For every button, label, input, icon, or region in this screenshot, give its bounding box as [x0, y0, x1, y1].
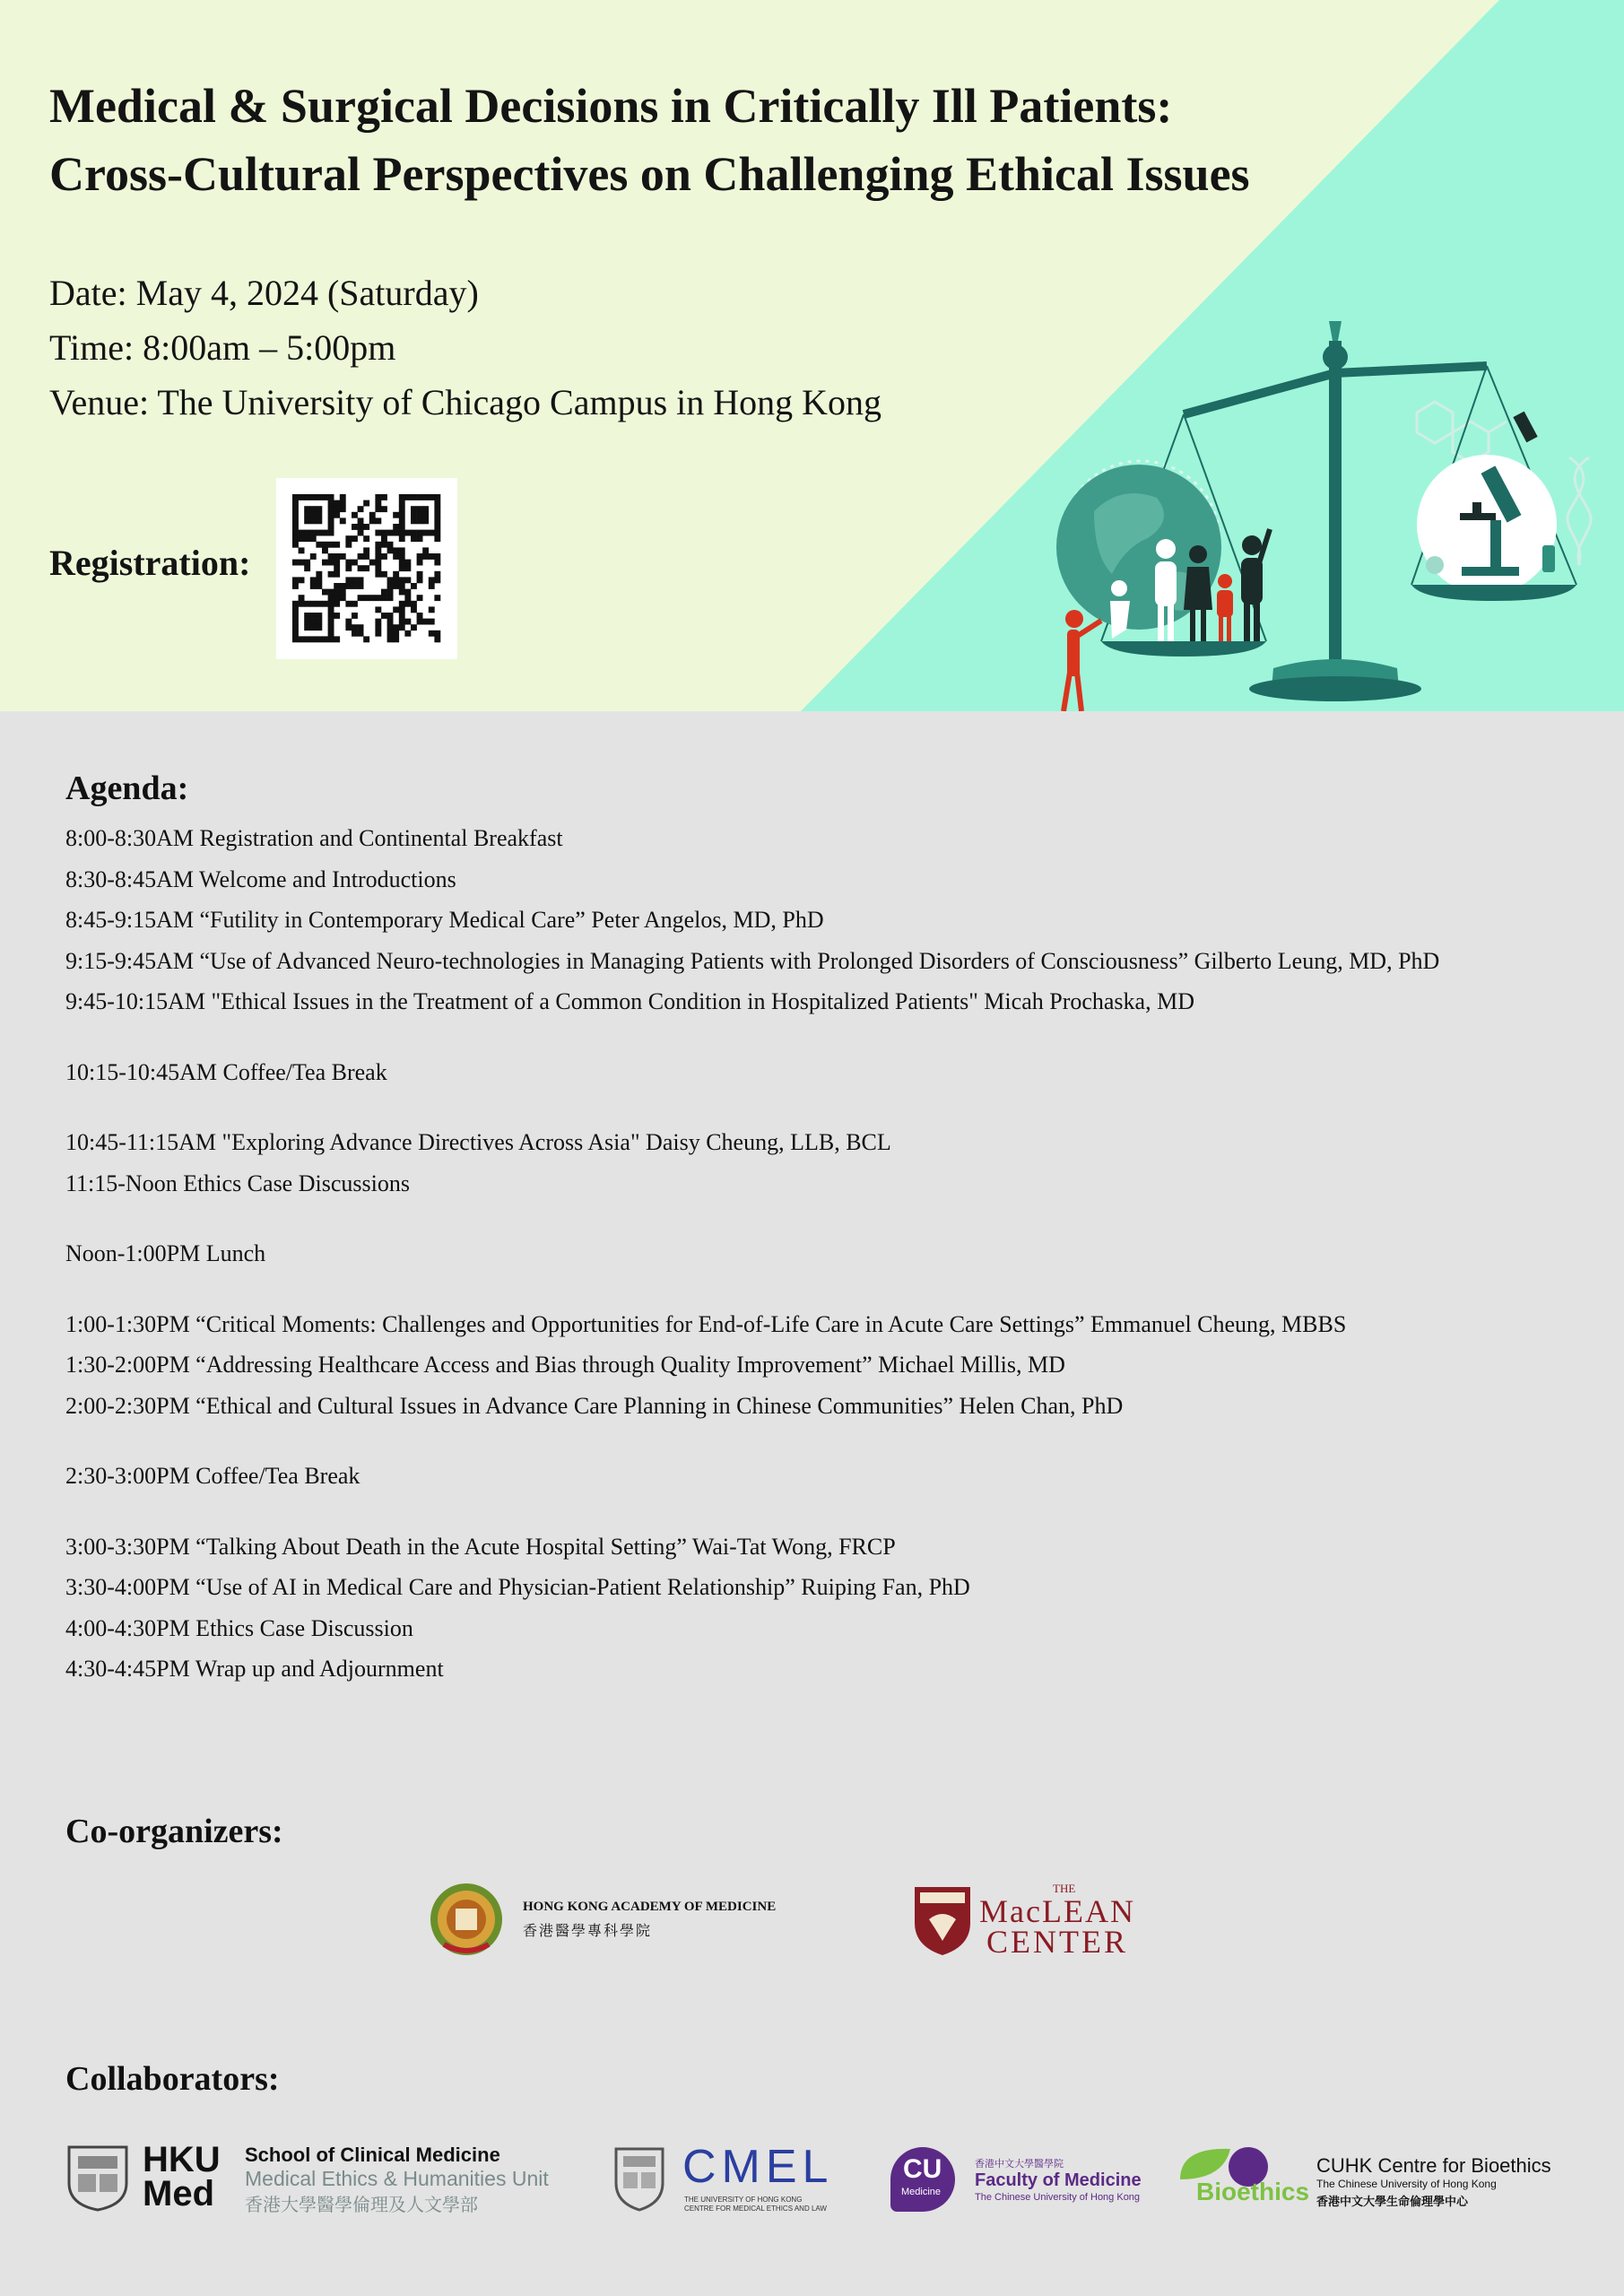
- hku-school-name: School of Clinical Medicine: [245, 2144, 500, 2166]
- bioethics-mark: Bioethics: [1196, 2178, 1310, 2205]
- hku-unit-name-zh: 香港大學醫學倫理及人文學部: [245, 2194, 478, 2215]
- hkam-name-en: HONG KONG ACADEMY OF MEDICINE: [523, 1900, 777, 1914]
- agenda-item: 10:45-11:15AM "Exploring Advance Directives Across Asia" Daisy Cheung, LLB, BCL: [65, 1129, 891, 1155]
- balance-scale-illustration: [1040, 305, 1624, 711]
- agenda-item: 8:00-8:30AM Registration and Continental Breakfast: [65, 825, 563, 851]
- event-details: [49, 265, 881, 430]
- reaching-figure: [1064, 610, 1101, 711]
- cu-university-name: The Chinese University of Hong Kong: [975, 2192, 1141, 2203]
- agenda-item: 4:30-4:45PM Wrap up and Adjournment: [65, 1656, 444, 1682]
- hku-crest-icon: [65, 2144, 130, 2212]
- coorganizers-heading: Co-organizers:: [65, 1813, 283, 1850]
- registration-qr-code[interactable]: [276, 478, 457, 659]
- agenda-item: 11:15-Noon Ethics Case Discussions: [65, 1170, 410, 1196]
- agenda-item: 2:00-2:30PM “Ethical and Cultural Issues in Advance Care Planning in Chinese Communities” Helen Chan, PhD: [65, 1392, 1124, 1419]
- hku-crest-icon: [612, 2145, 666, 2212]
- maclean-center-logo: [911, 1882, 1162, 1960]
- agenda-list: [65, 818, 1590, 1690]
- hkam-crest-icon: [426, 1882, 507, 1957]
- event-time: Time: 8:00am – 5:00pm: [49, 327, 396, 368]
- hkam-name-zh: 香港醫學專科學院: [523, 1922, 653, 1939]
- event-date: Date: May 4, 2024 (Saturday): [49, 273, 479, 313]
- registration-label: Registration:: [49, 543, 251, 583]
- agenda-item: 2:30-3:00PM Coffee/Tea Break: [65, 1463, 360, 1489]
- cu-medicine-logo: [890, 2147, 1159, 2215]
- hkam-logo: [426, 1882, 803, 1957]
- event-venue: Venue: The University of Chicago Campus in Hong Kong: [49, 382, 882, 422]
- agenda-item: 1:00-1:30PM “Critical Moments: Challenges and Opportunities for End-of-Life Care in Acute Care Settings” Emmanuel Cheung, MBBS: [65, 1310, 1347, 1337]
- agenda-item: 4:00-4:30PM Ethics Case Discussion: [65, 1614, 413, 1641]
- event-title-line-1: Medical & Surgical Decisions in Critically Ill Patients:: [49, 79, 1173, 133]
- cmel-centre: CENTRE FOR MEDICAL ETHICS AND LAW: [684, 2205, 827, 2213]
- cu-badge-text: CU: [903, 2154, 942, 2184]
- agenda-item: Noon-1:00PM Lunch: [65, 1240, 266, 1266]
- agenda-item: 10:15-10:45AM Coffee/Tea Break: [65, 1058, 387, 1085]
- hku-med-logo: [65, 2140, 586, 2215]
- agenda-item: 3:30-4:00PM “Use of AI in Medical Care and Physician-Patient Relationship” Ruiping Fan, PhD: [65, 1574, 970, 1600]
- agenda-item: 1:30-2:00PM “Addressing Healthcare Access and Bias through Quality Improvement” Michael Millis, MD: [65, 1352, 1065, 1378]
- hku-mark: HKU: [143, 2140, 221, 2179]
- agenda-item: 9:15-9:45AM “Use of Advanced Neuro-technologies in Managing Patients with Prolonged Disorders of Consciousness” Gilberto Leung, MD, PhD: [65, 947, 1440, 974]
- agenda-heading: Agenda:: [65, 770, 189, 807]
- agenda-item: 8:45-9:15AM “Futility in Contemporary Medical Care” Peter Angelos, MD, PhD: [65, 907, 824, 933]
- hero-banner: [0, 0, 1624, 711]
- maclean-center: CENTER: [986, 1924, 1128, 1960]
- collaborators-heading: Collaborators:: [65, 2060, 280, 2098]
- maclean-the: THE: [1053, 1882, 1076, 1895]
- agenda-item: 3:00-3:30PM “Talking About Death in the Acute Hospital Setting” Wai-Tat Wong, FRCP: [65, 1533, 896, 1560]
- cu-badge-medicine: Medicine: [901, 2187, 942, 2197]
- cu-faculty-name: Faculty of Medicine: [975, 2170, 1142, 2190]
- maclean-name: MacLEAN: [979, 1893, 1135, 1929]
- event-title-line-2: Cross-Cultural Perspectives on Challenging Ethical Issues: [49, 147, 1250, 201]
- agenda-item: 9:45-10:15AM "Ethical Issues in the Treatment of a Common Condition in Hospitalized Patients" Micah Prochaska, MD: [65, 988, 1194, 1014]
- cu-faculty-zh: 香港中文大學醫學院: [975, 2158, 1064, 2170]
- molecule-icon: [1417, 402, 1507, 463]
- event-title: [49, 72, 1394, 208]
- cmel-logo: [612, 2141, 864, 2217]
- cu-medicine-badge: [890, 2147, 955, 2212]
- med-mark: Med: [143, 2174, 214, 2213]
- cuhk-centre-zh: 香港中文大學生命倫理學中心: [1316, 2196, 1469, 2209]
- cuhk-centre-name: CUHK Centre for Bioethics: [1316, 2154, 1551, 2177]
- agenda-item: 8:30-8:45AM Welcome and Introductions: [65, 865, 456, 892]
- qr-code-graphic: [276, 478, 457, 659]
- maclean-shield-icon: [911, 1883, 974, 1957]
- cuhk-bioethics-logo: [1177, 2144, 1607, 2215]
- cmel-university: THE UNIVERSITY OF HONG KONG: [684, 2196, 803, 2204]
- cuhk-university-name: The Chinese University of Hong Kong: [1316, 2178, 1497, 2190]
- dna-icon: [1568, 457, 1591, 565]
- hku-unit-name: Medical Ethics & Humanities Unit: [245, 2167, 549, 2190]
- cmel-mark: CMEL: [682, 2141, 834, 2193]
